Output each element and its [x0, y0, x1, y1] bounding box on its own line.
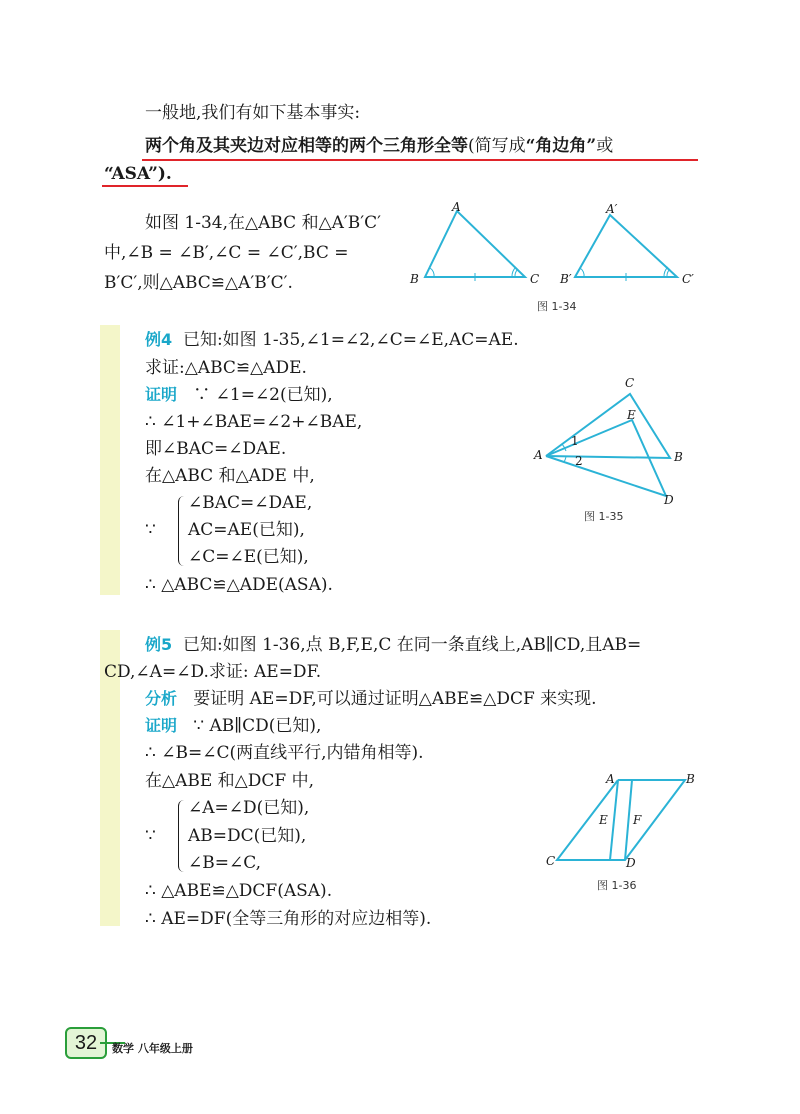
fact-line2: “ASA”). [104, 164, 172, 184]
example5-because: ∵ [145, 826, 156, 846]
fig35-label-c: C [625, 376, 635, 390]
example4-brace [178, 496, 185, 566]
example5-cond3: ∠B=∠C, [188, 853, 262, 873]
example5-given-a: 已知:如图 1-36,点 B,F,E,C 在同一条直线上,AB∥CD,且AB= [182, 635, 642, 655]
example4-step2: ∴ ∠1+∠BAE=∠2+∠BAE, [145, 412, 363, 432]
example5-brace [178, 800, 185, 872]
page-number: 32 [65, 1027, 107, 1059]
example4-cond2: AC=AE(已知), [188, 520, 305, 540]
angle-mark-c-prime [667, 269, 670, 277]
fact-underline [142, 159, 698, 161]
example5-analysis-line [145, 686, 597, 712]
example4-proof-line1 [145, 382, 333, 408]
fig36-label-c: C [546, 854, 556, 868]
example5-proof-label: 证明 [145, 716, 178, 735]
fig35-label-1: 1 [571, 434, 579, 448]
example-line-1: 如图 1-34,在△ABC 和△A′B′C′ [145, 213, 381, 233]
fig34-caption: 图 1-34 [537, 300, 577, 313]
example4-band [100, 325, 120, 595]
angle-mark-b-prime [580, 268, 584, 277]
example4-because: ∵ [145, 520, 156, 540]
figure-1-36-outline [557, 780, 685, 860]
intro-text: 一般地,我们有如下基本事实: [145, 103, 361, 123]
fig36-label-d: D [626, 856, 636, 870]
fig35-label-a: A [534, 448, 543, 462]
example4-given-line [145, 327, 519, 353]
example4-label: 例4 [145, 330, 173, 349]
figure-1-35 [530, 380, 700, 510]
fact-quote: “角边角” [525, 136, 597, 156]
fig35-label-2: 2 [575, 454, 583, 468]
example4-cond3: ∠C=∠E(已知), [188, 547, 309, 567]
fig34-label-b-prime: B′ [560, 272, 572, 286]
example4-step3: 即∠BAC=∠DAE. [145, 439, 287, 459]
triangle-abc [425, 211, 525, 277]
fig35-caption: 图 1-35 [584, 510, 624, 523]
example4-proof-label: 证明 [145, 385, 178, 404]
example4-conclusion: ∴ △ABC≌△ADE(ASA). [145, 575, 333, 595]
example4-step1: ∵ ∠1=∠2(已知), [193, 385, 333, 405]
fig36-caption: 图 1-36 [597, 879, 637, 892]
figure-1-36 [550, 770, 700, 870]
example5-conclusion: ∴ AE=DF(全等三角形的对应边相等). [145, 909, 432, 929]
example5-cond1: ∠A=∠D(已知), [188, 798, 310, 818]
triangle-ade-35 [546, 420, 666, 496]
example5-step3: 在△ABE 和△DCF 中, [145, 771, 314, 791]
example-line-2: 中,∠B = ∠B′,∠C = ∠C′,BC = [104, 243, 349, 263]
fig34-label-b: B [410, 272, 419, 286]
fig34-label-c: C [530, 272, 540, 286]
fig35-label-e: E [627, 408, 636, 422]
example4-cond1: ∠BAC=∠DAE, [188, 493, 313, 513]
fact-paren-a: (简写成 [468, 136, 526, 156]
example5-label: 例5 [145, 635, 173, 654]
example-line-3: B′C′,则△ABC≌△A′B′C′. [104, 273, 293, 293]
angle-2-arc [564, 457, 566, 462]
fig34-label-a: A [452, 200, 461, 214]
example5-given-line [145, 632, 641, 658]
example5-analysis: 要证明 AE=DF,可以通过证明△ABE≌△DCF 来实现. [193, 689, 597, 709]
book-title: 数学 八年级上册 [112, 1042, 193, 1055]
fig36-label-b: B [686, 772, 695, 786]
example5-proof-line1 [145, 713, 321, 739]
fact-paren-b: 或 [596, 136, 614, 156]
fig34-label-a-prime: A′ [606, 202, 618, 216]
segment-df [625, 780, 632, 860]
fig34-label-c-prime: C′ [682, 272, 694, 286]
example5-cond2: AB=DC(已知), [188, 826, 307, 846]
example5-analysis-label: 分析 [145, 689, 178, 708]
example5-step1: ∵ AB∥CD(已知), [193, 716, 322, 736]
basic-fact [145, 133, 613, 159]
fig36-label-a: A [606, 772, 615, 786]
fact-bold: 两个角及其夹边对应相等的两个三角形全等 [145, 136, 468, 156]
angle-mark-c [515, 269, 518, 277]
fig36-label-f: F [633, 813, 642, 827]
angle-mark-b [430, 268, 434, 277]
segment-ae [610, 780, 618, 860]
example5-step2: ∴ ∠B=∠C(两直线平行,内错角相等). [145, 743, 424, 763]
fig35-label-b: B [674, 450, 683, 464]
example4-step4: 在△ABC 和△ADE 中, [145, 466, 315, 486]
triangle-abc-prime [575, 215, 677, 277]
example4-prove: 求证:△ABC≌△ADE. [145, 358, 307, 378]
example4-given: 已知:如图 1-35,∠1=∠2,∠C=∠E,AC=AE. [182, 330, 519, 350]
fact-underline-2 [102, 185, 188, 187]
example5-given-b: CD,∠A=∠D.求证: AE=DF. [104, 662, 322, 682]
example5-step4: ∴ △ABE≌△DCF(ASA). [145, 881, 333, 901]
fig36-label-e: E [599, 813, 608, 827]
fig35-label-d: D [664, 493, 674, 507]
